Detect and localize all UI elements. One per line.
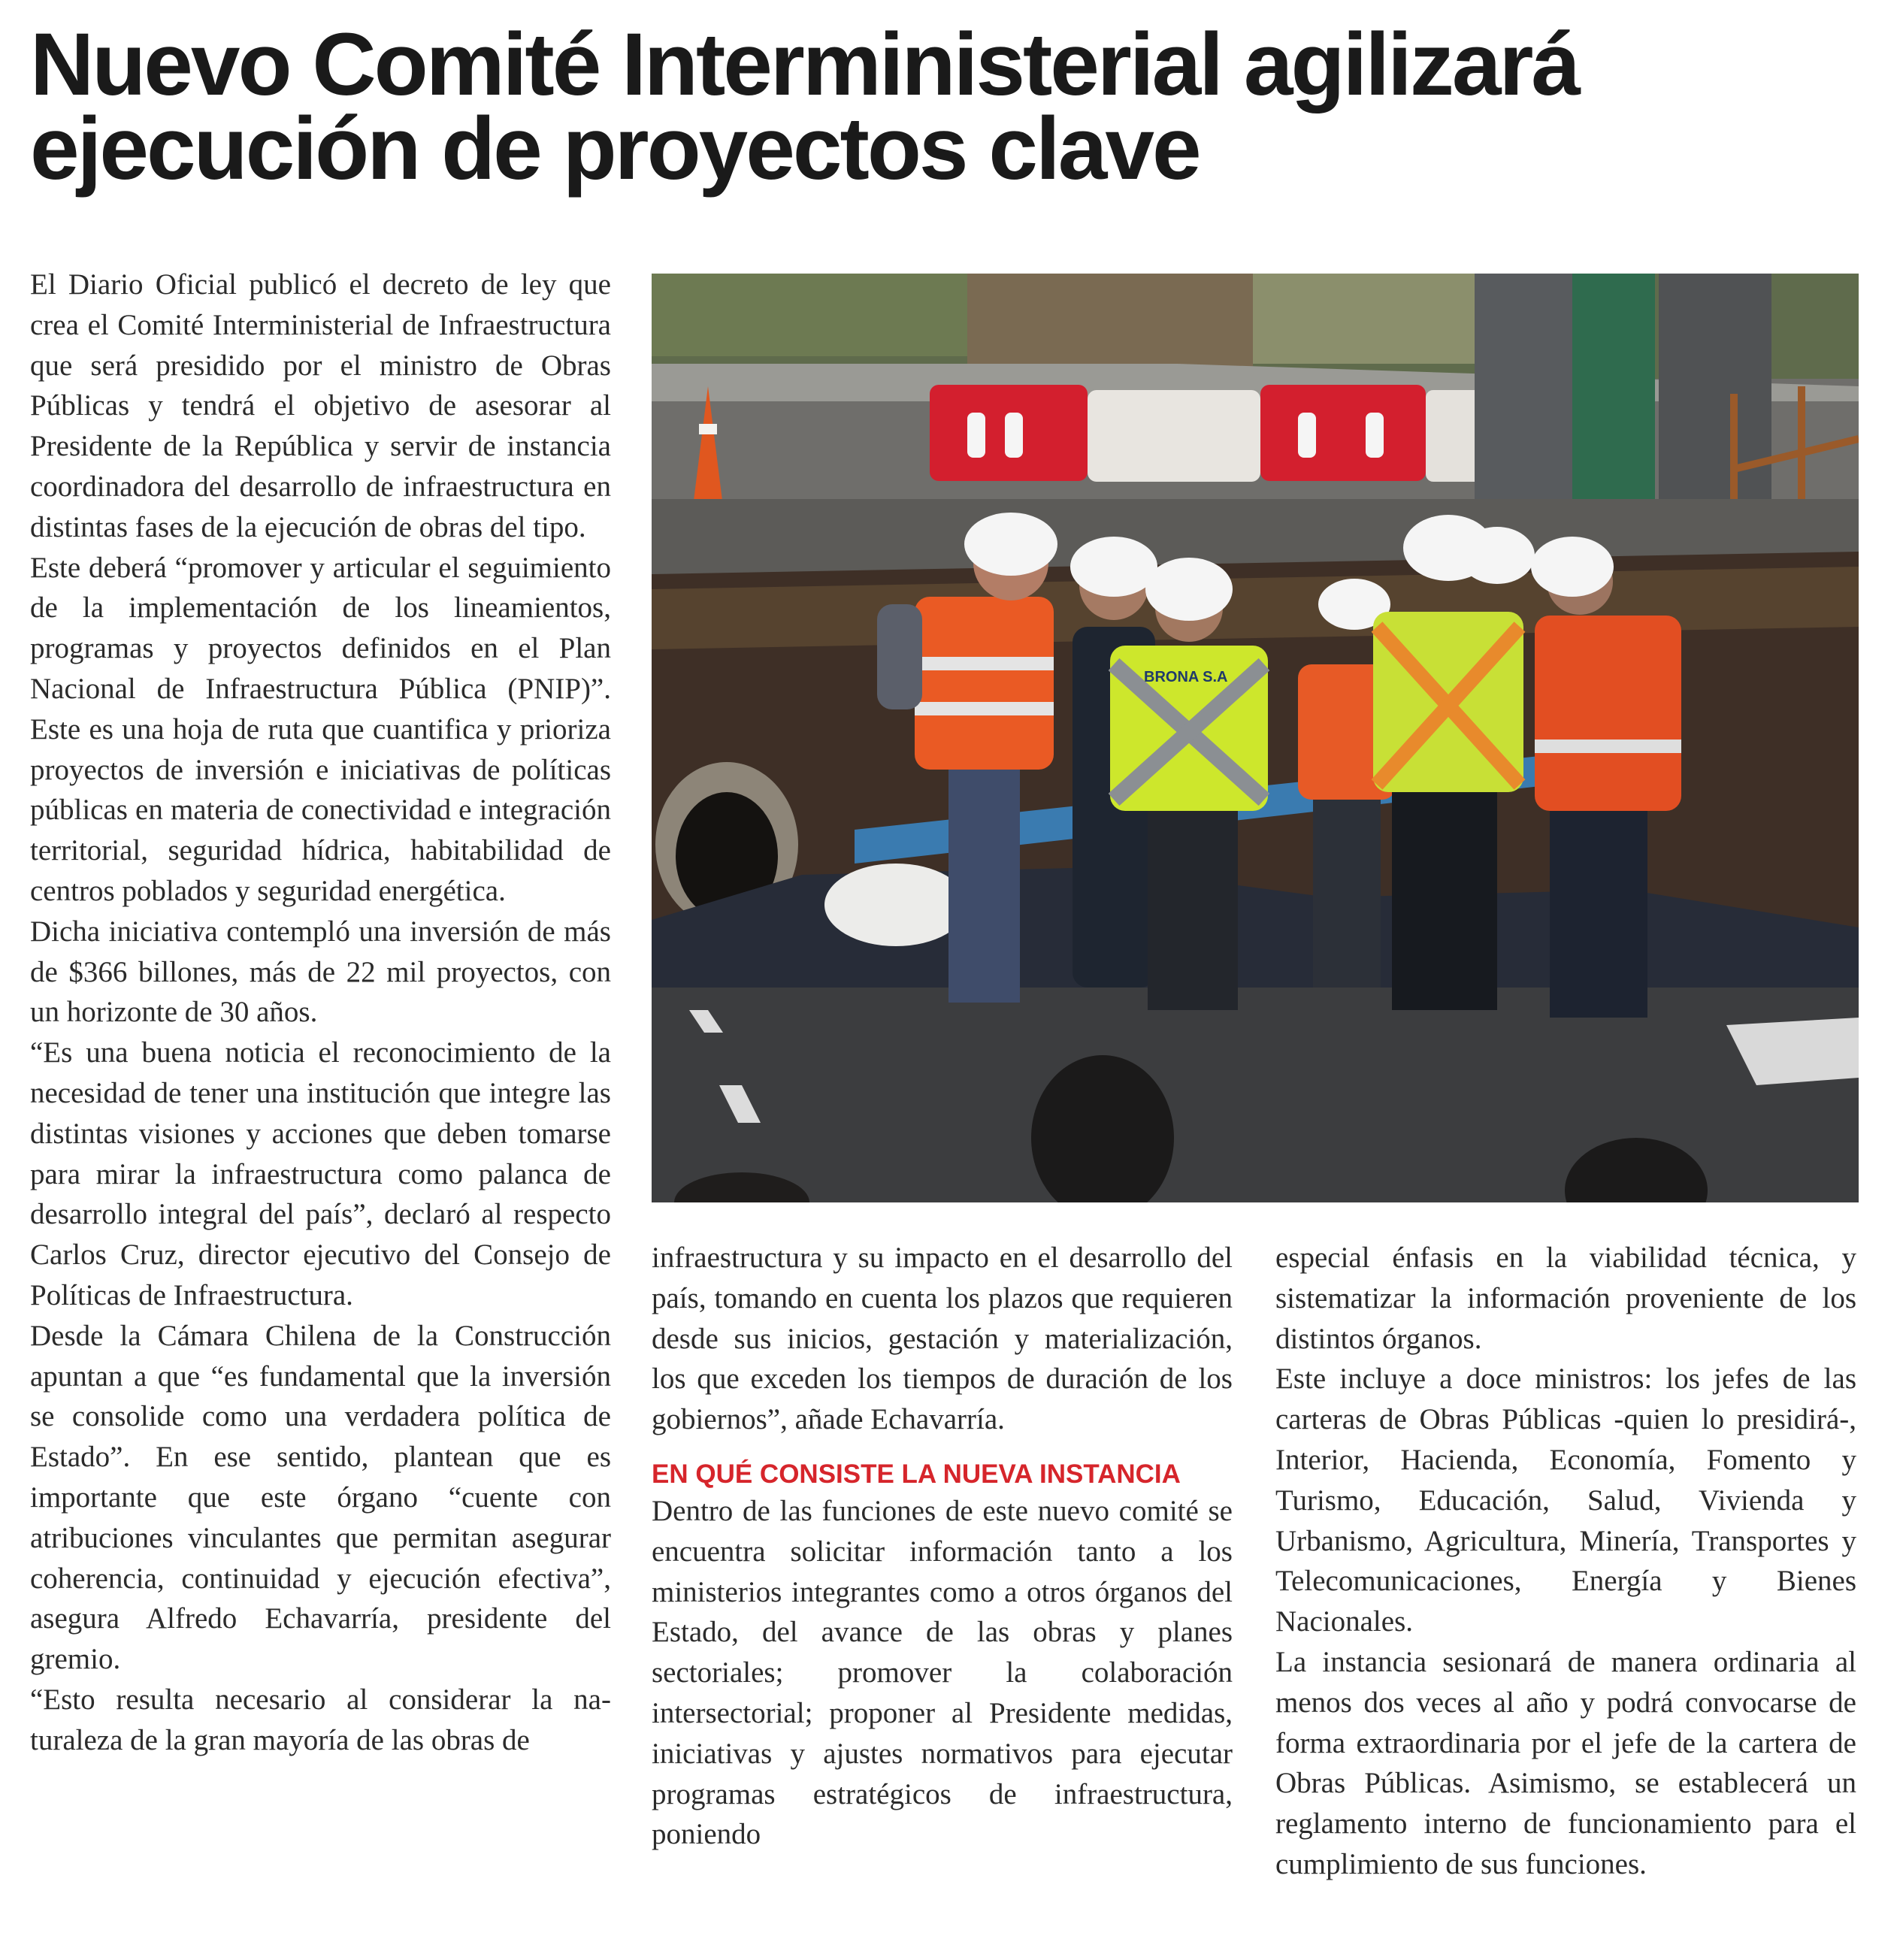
paragraph: La instancia sesionará de manera ordinaria al menos dos veces al año y podrá convocarse de forma extraordinaria por el jefe de la cartera de Obras Públicas. Asimismo, se establecerá un reglamento interno de funcionamiento para el cumplimiento de sus funciones. [1275, 1645, 1856, 1880]
paragraph: especial énfasis en la viabilidad técnica, y sistematizar la información proveniente de los distintos órganos. [1275, 1242, 1856, 1355]
headline: Nuevo Comité Interministerial agilizará ejecución de proyectos clave [30, 15, 1579, 198]
paragraph: “Es una buena noticia el reconocimiento de la necesidad de tener una institución que integre las distintas visiones y acciones que deben tomarse para mirar la infraestructura como palanca de desarrollo integral del país”, declaró al respecto Carlos Cruz, director ejecutivo del Consejo de Políticas de Infraestructura. [30, 1036, 611, 1311]
paragraph: “Esto resulta necesario al considerar la naturaleza de la gran mayoría de las obras de [30, 1683, 611, 1756]
paragraph: infraestructura y su impacto en el desarrollo del país, tomando en cuenta los plazos que requieren desde sus inicios, gestación y materialización, los que exceden los tiempos de duración de los gobiernos”, añade Echavarría. [652, 1242, 1233, 1436]
paragraph: Dicha iniciativa contempló una inversión de más de $366 billones, más de 22 mil proyectos, con un horizonte de 30 años. [30, 915, 611, 1029]
vest-logo-text: BRONA S.A [1144, 669, 1228, 685]
article-column-2 [652, 1238, 1233, 1855]
section-subheading: EN QUÉ CONSISTE LA NUEVA INSTANCIA [652, 1459, 1181, 1489]
paragraph: Este incluye a doce ministros: los jefes de las carteras de Obras Públicas -quien lo presidirá-, Interior, Hacienda, Economía, Fomento y Turismo, Educación, Salud, Vivienda y Urbanismo, Agricultura, Minería, Transportes y Telecomunicaciones, Energía y Bienes Nacionales. [1275, 1363, 1856, 1638]
news-photo [652, 274, 1859, 1202]
paragraph: Dentro de las funciones de este nuevo comité se encuentra solicitar información tanto a los ministerios integrantes como a otros órganos del Estado, del avance de las obras y planes sectoriales; promover la colaboración intersectorial; proponer al Presidente medidas, iniciativas y ajustes normativos para ejecutar programas estratégicos de infraestructura, poniendo [652, 1494, 1233, 1851]
article-column-1 [30, 265, 611, 1760]
paragraph: El Diario Oficial publicó el decreto de ley que crea el Comité Interministerial de Infraestructura que será presidido por el ministro de Obras Públicas y tendrá el objetivo de asesorar al Presidente de la República y servir de instancia coordinadora del desarrollo de infraestructura en distintas fases de la ejecución de obras del tipo. [30, 268, 611, 543]
construction-site-illustration [652, 274, 1859, 1202]
article-column-3 [1275, 1238, 1856, 1885]
paragraph: Desde la Cámara Chilena de la Construcción apuntan a que “es fundamental que la inversión se consolide como una verdadera política de Estado”. En ese sentido, plantean que es importante que este órgano “cuente con atribuciones vinculantes que permitan asegurar coherencia, continuidad y ejecución efectiva”, asegura Alfredo Echavarría, presidente del gremio. [30, 1319, 611, 1676]
paragraph: Este deberá “promover y articular el seguimiento de la implementación de los lineamientos, programas y proyectos definidos en el Plan Nacional de Infraestructura Pública (PNIP)”. Este es una hoja de ruta que cuantifica y prioriza proyectos de inversión e iniciativas de políticas públicas en materia de conectividad e integración territorial, seguridad hídrica, habitabilidad de centros poblados y seguridad energética. [30, 551, 611, 907]
